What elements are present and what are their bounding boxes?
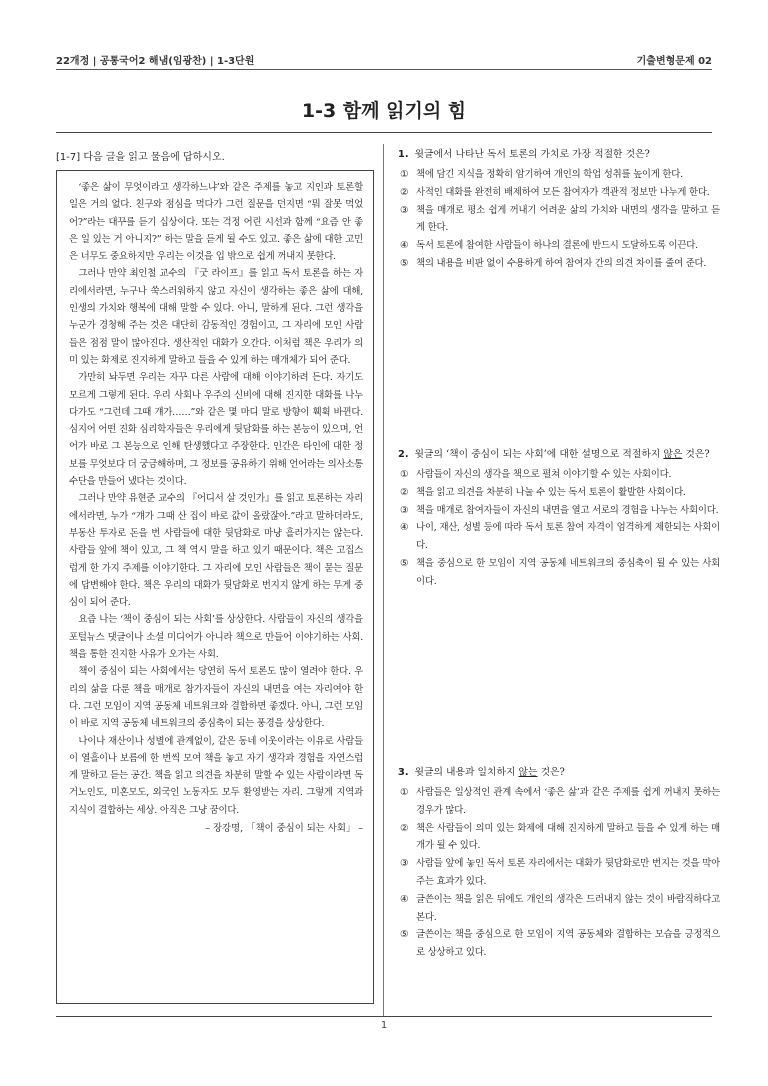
choice-text: 책을 중심으로 한 모임이 지역 공동체 네트워크의 중심축이 될 수 있는 사회이다.	[416, 557, 720, 587]
question-text-part: 윗글의 내용과 일치하지	[414, 767, 519, 778]
page-number: 1	[380, 1020, 388, 1031]
question-underline: 않은	[663, 449, 683, 460]
choice-marker: ②	[400, 186, 409, 198]
choice-text: 나이, 재산, 성별 등에 따라 독서 토론 참여 자격이 엄격하게 제한되는 사회이다.	[416, 522, 720, 552]
choice-marker: ③	[400, 204, 409, 216]
header-exam-type: 기출변형문제 02	[636, 56, 712, 67]
column-divider	[383, 144, 384, 1016]
choice-text: 사적인 대화를 완전히 배제하여 모든 참여자가 객관적 정보만 나누게 한다.	[416, 186, 710, 198]
choice-marker: ⑤	[400, 557, 409, 569]
passage-paragraph: 요즘 나는 ‘책이 중심이 되는 사회’를 상상한다. 사람들이 자신의 생각을 포털뉴스 댓글이나 소셜 미디어가 아니라 책으로 만들어 이야기하는 사회. 책을 통한 진지한 사유가 오가는 사회.	[69, 614, 363, 661]
question-stem	[398, 146, 720, 164]
passage-paragraph: 책이 중심이 되는 사회에서는 당연히 독서 토론도 많이 열려야 한다. 우리의 삶을 다룬 책을 매개로 참가자들이 자신의 내면을 여는 자리여야 한다. 그런 모임이 지역 공동체 네트워크와 결합하면 좋겠다. 아니, 그런 모임이 바로 지역 공동체 네트워크의 중심축이 되는 풍경을 상상한다.	[69, 666, 363, 730]
choice-item[interactable]	[398, 855, 720, 891]
question-stem	[398, 764, 720, 782]
choice-text: 글쓴이는 책을 중심으로 한 모임이 지역 공동체와 결합하는 모습을 긍정적으로 상상하고 있다.	[416, 929, 720, 959]
choice-item[interactable]	[398, 255, 720, 273]
page-header	[56, 48, 712, 70]
unit-title: 1-3 함께 읽기의 힘	[301, 100, 467, 122]
question-text	[415, 446, 710, 464]
choice-list	[398, 784, 720, 962]
question-3	[398, 764, 720, 962]
choice-text: 책에 담긴 지식을 정확히 암기하여 개인의 학업 성취를 높이게 한다.	[416, 169, 683, 180]
choice-text: 독서 토론에 참여한 사람들이 하나의 결론에 반드시 도달하도록 이끈다.	[416, 240, 698, 252]
choice-marker: ③	[400, 858, 409, 870]
choice-list	[398, 166, 720, 273]
choice-text: 책의 내용을 비판 없이 수용하게 하여 참여자 간의 의견 차이를 줄여 준다.	[416, 257, 707, 269]
choice-item[interactable]	[398, 555, 720, 591]
choice-item[interactable]	[398, 184, 720, 202]
choice-item[interactable]	[398, 202, 720, 238]
choice-text: 책을 읽고 의견을 차분히 나눌 수 있는 독서 토론이 활발한 사회이다.	[416, 486, 686, 498]
header-course-info: 22개정 | 공통국어2 해냄(임광찬) | 1-3단원	[56, 56, 255, 67]
choice-list	[398, 466, 720, 591]
instruction: [1-7] 다음 글을 읽고 물음에 답하시오.	[56, 152, 225, 163]
choice-marker: ④	[400, 240, 409, 252]
question-text-part: 윗글의 ‘책이 중심이 되는 사회’에 대한 설명으로 적절하지	[414, 449, 664, 460]
choice-text: 책을 매개로 평소 쉽게 꺼내기 어려운 삶의 가치와 내면의 생각을 말하고 듣게 한다.	[416, 204, 720, 234]
footer-divider	[56, 1016, 712, 1017]
choice-marker: ①	[400, 469, 409, 480]
choice-item[interactable]	[398, 784, 720, 820]
choice-marker: ⑤	[400, 929, 409, 941]
passage	[69, 179, 363, 837]
question-number: 3.	[398, 767, 409, 778]
choice-text: 사람들 앞에 놓인 독서 토론 자리에서는 대화가 뒷담화로만 번지는 것을 막아 주는 효과가 있다.	[416, 858, 720, 887]
choice-marker: ④	[400, 893, 409, 905]
choice-item[interactable]	[398, 466, 720, 484]
choice-marker: ②	[400, 822, 409, 834]
question-text: 윗글에서 나타난 독서 토론의 가치로 가장 적절한 것은?	[414, 149, 650, 160]
question-1	[398, 146, 720, 273]
choice-text: 사람들이 자신의 생각을 책으로 펼쳐 이야기할 수 있는 사회이다.	[416, 469, 672, 480]
choice-item[interactable]	[398, 166, 720, 184]
passage-paragraph: 나이나 재산이나 성별에 관계없이, 같은 동네 이웃이라는 이유로 사람들이 열흘이나 보름에 한 번씩 모여 책을 놓고 자기 생각과 경험을 자연스럽게 말하고 듣는 공간. 책을 읽고 의견을 차분히 말할 수 있는 사람이라면 독거노인도, 미혼모도, 외국인 노동자도 모두 환영받는 자리. 그렇게 지역과 지식이 결합하는 세상. 아직은 그냥 꿈이다.	[69, 735, 363, 816]
choice-text: 사람들은 일상적인 관계 속에서 ‘좋은 삶’과 같은 주제를 쉽게 꺼내지 못하는 경우가 많다.	[416, 787, 720, 816]
title-divider	[56, 132, 712, 133]
passage-paragraph: 그러나 만약 유현준 교수의 『어디서 살 것인가』를 읽고 토론하는 자리에서라면, 누가 “걔가 그때 산 집이 바로 값이 올랐잖아.”라고 말하더라도, 부동산 투자로 돈을 번 사람들에 대한 뒷담화로 마냥 흘러가지는 않는다. 사람들 앞에 책이 있고, 그 책 역시 말을 하고 있기 때문이다. 책은 고집스럽게 한 가지 주제를 이야기한다. 그 자리에 모인 사람들은 책이 묻는 질문에 답변해야 한다. 책은 우리의 대화가 뒷담화로 번지지 않게 하는 무게 중심이 되어 준다.	[69, 493, 363, 609]
choice-marker: ④	[400, 522, 409, 534]
passage-paragraph: 가만히 놔두면 우리는 자꾸 다른 사람에 대해 이야기하려 든다. 자기도 모르게 그렇게 된다. 우리 사회나 우주의 신비에 대해 진지한 대화를 나누다가도 “그런데 그때 걔가……”와 같은 몇 마디 말로 방향이 훽휙 바뀐다. 심지어 어떤 진화 심리학자들은 우리에게 뒷담화를 하는 본능이 있으며, 언어가 바로 그 본능으로 인해 탄생했다고 주장한다. 인간은 타인에 대한 정보를 무엇보다 더 궁금해하며, 그 정보를 공유하기 위해 언어라는 의사소통 수단을 만들어 냈다는 것이다.	[69, 372, 363, 488]
choice-marker: ③	[400, 504, 409, 516]
choice-text: 글쓴이는 책을 읽은 뒤에도 개인의 생각은 드러내지 않는 것이 바람직하다고 본다.	[416, 893, 720, 923]
choice-item[interactable]	[398, 891, 720, 927]
choice-marker: ①	[400, 169, 409, 180]
choice-item[interactable]	[398, 820, 720, 856]
question-number: 2.	[398, 449, 409, 460]
choice-item[interactable]	[398, 926, 720, 962]
choice-item[interactable]	[398, 237, 720, 255]
question-underline: 않는	[518, 767, 538, 778]
question-number: 1.	[398, 149, 409, 160]
question-stem	[398, 446, 720, 464]
choice-marker: ②	[400, 486, 409, 498]
question-2	[398, 446, 720, 591]
choice-text: 책은 사람들이 의미 있는 화제에 대해 진지하게 말하고 들을 수 있게 하는 매개가 될 수 있다.	[416, 822, 720, 852]
choice-marker: ⑤	[400, 257, 409, 269]
choice-item[interactable]	[398, 502, 720, 520]
passage-paragraph: 그러나 만약 최인철 교수의 『굿 라이프』를 읽고 독서 토론을 하는 자리에서라면, 누구나 쑥스러워하지 않고 자신이 생각하는 좋은 삶에 대해, 인생의 가치와 행복에 대해 말할 수 있다. 아니, 말하게 된다. 그런 생각을 누군가 경청해 주는 것은 대단히 감동적인 경험이고, 그 자리에 모인 사람들은 점점 말이 많아진다. 생산적인 대화가 오간다. 이처럼 책은 우리가 의미 있는 화제로 진지하게 말하고 들을 수 있게 하는 매개체가 되어 준다.	[69, 268, 363, 366]
choice-item[interactable]	[398, 484, 720, 502]
choice-text: 책을 매개로 참여자들이 자신의 내면을 열고 서로의 경험을 나누는 사회이다.	[416, 504, 719, 516]
header-divider	[56, 69, 712, 70]
passage-source: – 장강명, 「책이 중심이 되는 사회」 –	[205, 822, 363, 834]
passage-box	[56, 170, 374, 1004]
question-text-part: 것은?	[682, 449, 710, 460]
choice-item[interactable]	[398, 519, 720, 555]
question-text	[415, 764, 565, 782]
passage-paragraph: ‘좋은 삶이 무엇이라고 생각하느냐’와 같은 주제를 놓고 지인과 토론할 일은 거의 없다. 친구와 점심을 먹다가 그런 질문을 던지면 “뭐 잘못 먹었어?”라는 대꾸를 듣기 십상이다. 또는 걱정 어린 시선과 함께 “요즘 안 좋은 일 있는 거 아니지?” 하는 말을 듣게 될 수도 있고. 좋은 삶에 대한 고민은 너무도 중요하지만 우리는 이것을 입 밖으로 쉽게 꺼내지 못한다.	[69, 182, 363, 263]
choice-marker: ①	[400, 787, 409, 798]
question-text-part: 것은?	[537, 767, 565, 778]
